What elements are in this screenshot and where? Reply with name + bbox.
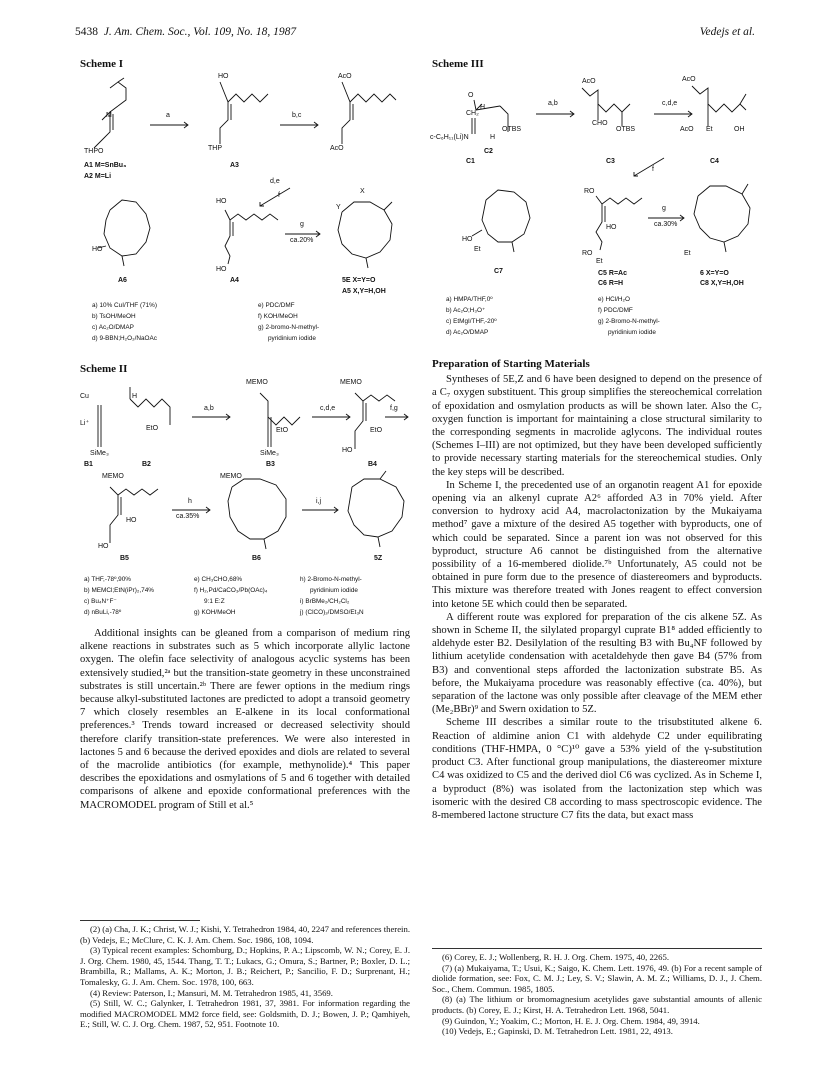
compound-b3-structure xyxy=(260,393,300,447)
scheme1-legend-right xyxy=(258,300,319,344)
legend-item: a) 10% CuI/THF (71%) xyxy=(92,302,157,309)
paragraph: A different route was explored for preparation of the cis alkene 5Z. As shown in Scheme II, the silylated propargyl cuprate B1⁸ added efficiently to aldehyde ester B2. Desilylation of the resulting B3 with Bu₄NF followed by lithium acetylide condensation with acetaldehyde then gave B4 (57% from B3) and conventional steps afforded the lactonization substrate B5. As before, the Mukaiyama procedure was reasonably effective (ca. 40%), but separation of the lactone was only possible after cleavage of the MEM ether (Me₂BBr)⁹ and Swern oxidation to 5Z. xyxy=(432,611,762,716)
arrow-ab-label-3: a,b xyxy=(548,100,558,107)
footnote: (2) (a) Cha, J. K.; Christ, W. J.; Kishi, Y. Tetrahedron 1984, 40, 2247 and references therein. (b) Vedejs, E.; McClure, C. K. J. Am. Chem. Soc. 1986, 108, 1094. xyxy=(80,924,410,945)
label-c8: C8 X,Y=H,OH xyxy=(700,280,744,287)
atom-aco-c3: AcO xyxy=(582,78,596,85)
compound-b5-structure xyxy=(110,487,158,543)
label-c4: C4 xyxy=(710,158,719,165)
legend-item: g) KOH/MeOH xyxy=(194,609,236,616)
atom-cu: Cu xyxy=(80,393,89,400)
atom-amine: c-C₆H₁₁(Li)N xyxy=(430,134,469,141)
atom-memo-b4: MEMO xyxy=(340,379,362,386)
atom-thp: THP xyxy=(208,145,222,152)
label-a2: A2 M=Li xyxy=(84,173,112,180)
legend-item: f) KOH/MeOH xyxy=(258,313,298,320)
compound-a6-structure xyxy=(98,200,150,266)
compound-a4-structure xyxy=(225,210,278,264)
journal-name: J. Am. Chem. Soc., Vol. 109, No. 18, 1987 xyxy=(103,26,297,38)
label-c2: C2 xyxy=(484,148,493,155)
atom-et-c7: Et xyxy=(474,246,481,253)
label-b5: B5 xyxy=(120,555,129,562)
footnote: (4) Review: Paterson, I.; Mansuri, M. M. Tetrahedron 1985, 41, 3569. xyxy=(90,987,333,998)
label-c3: C3 xyxy=(606,158,615,165)
footnote: (6) Corey, E. J.; Wollenberg, R. H. J. Org. Chem. 1975, 40, 2265. xyxy=(442,952,670,962)
label-a4: A4 xyxy=(230,277,239,284)
legend-item: f) H₂,Pd/CaCO₃/Pb(OAc)₄ xyxy=(194,587,268,594)
label-c6: C6 R=H xyxy=(598,280,624,287)
arrow-cde-label: c,d,e xyxy=(320,405,336,412)
arrow-ab-label: a,b xyxy=(204,405,214,412)
label-b6: B6 xyxy=(252,555,261,562)
legend-item: g) 2-bromo-N-methyl- xyxy=(258,324,320,331)
atom-thpo: THPO xyxy=(84,148,104,155)
label-a5: A5 X,Y=H,OH xyxy=(342,288,386,295)
footnote: (9) Guindon, Y.; Yoakim, C.; Morton, H. E. J. Org. Chem. 1984, 49, 3914. xyxy=(442,1015,700,1026)
arrow-a-label: a xyxy=(166,112,170,119)
legend-item: g) 2-Bromo-N-methyl- xyxy=(598,318,660,325)
footnote: (5) Still, W. C.; Galynker, I. Tetrahedron 1981, 37, 3981. For information regarding the modified MACROMODEL MM2 force field, see: Goldsmith, D. J.; Bowen, J. P.; Qamhiyeh, E.; Still, W. C. J. Org. Chem. 1987, 52, 951. Footnote 10. xyxy=(80,998,410,1030)
atom-aco-c4b: AcO xyxy=(680,126,694,133)
scheme2-legend-mid xyxy=(194,574,267,618)
section-title: Preparation of Starting Materials xyxy=(432,358,590,370)
legend-item: d) 9-BBN;H₂O₂/NaOAc xyxy=(92,335,157,342)
compound-a5-structure xyxy=(338,202,392,268)
atom-memo: MEMO xyxy=(246,379,268,386)
atom-ho-a4: HO xyxy=(216,198,227,205)
atom-ho-c5: HO xyxy=(606,224,617,231)
journal-citation xyxy=(75,26,296,38)
arrow-g-yield: ca.20% xyxy=(290,237,314,244)
scheme3-structures xyxy=(430,70,760,300)
arrow-g-label: g xyxy=(300,221,304,228)
scheme3-legend-right xyxy=(598,294,660,338)
scheme2-title: Scheme II xyxy=(80,363,128,375)
label-b3: B3 xyxy=(266,461,275,468)
paragraph: Syntheses of 5E,Z and 6 have been designed to depend on the presence of a C₇ oxygen substituent. This group simplifies the stereochemical correlation of epoxidation and osmylation products as will be shown later. Also the C₇ oxygen function is important for maintaining a close structural similarity to the corresponding segments in macrolide aglycons. The individual routes (Schemes I–III) are not optimized, but they have been developed sufficiently to provide necessary starting materials for the stereochemical studies. Only the key steps will be described. xyxy=(432,374,762,478)
legend-item: b) MEMCl;EtN(iPr)₂,74% xyxy=(84,587,154,594)
legend-item: d) Ac₂O/DMAP xyxy=(446,329,489,336)
atom-otbs-c3: OTBS xyxy=(616,126,636,133)
arrow-h-yield: ca.35% xyxy=(176,513,200,520)
label-5z: 5Z xyxy=(374,555,383,562)
footnote: (10) Vedejs, E.; Gapinski, D. M. Tetrahedron Lett. 1981, 22, 4913. xyxy=(442,1026,673,1037)
label-a3: A3 xyxy=(230,162,239,169)
atom-ch2: CH₂ xyxy=(466,110,479,117)
atom-oh-c4: OH xyxy=(734,126,745,133)
label-b2: B2 xyxy=(142,461,151,468)
atom-m: M xyxy=(106,112,112,119)
label-6: 6 X=Y=O xyxy=(700,270,729,277)
atom-h: H xyxy=(132,393,138,400)
paragraph: In Scheme I, the precedented use of an organotin reagent A1 for epoxide opening via an alkenyl cuprate A2⁶ afforded A3 in 70% yield. After conversion to hydroxy acid A4, macrolactonization by the Mukaiyama method⁷ gave a mixture of the desired A5 together with byproducts, one of which could be separated. Since a parent ion was not observed for this byproduct, structure A6 cannot be distinguished from the alternative possibility of a 16-membered diolide.⁷ᵇ Unfortunately, A5 could not be obtained in pure form due to the presence of diastereomers and byproducts. This mixture was therefore treated with Jones reagent to effect conversion into ketone 5E which could then be separated. xyxy=(432,479,762,610)
label-b4: B4 xyxy=(368,461,377,468)
footnote: (8) (a) The lithium or bromomagnesium acetylides gave substantial amounts of allenic products. (b) Corey, E. J.; Kirst, H. A. Tetrahedron Lett. 1968, 5041. xyxy=(432,994,762,1015)
atom-ro-c5: RO xyxy=(582,250,593,257)
legend-item: e) CH₃CHO,68% xyxy=(194,576,243,583)
atom-ro: RO xyxy=(584,188,595,195)
legend-item: i) BrBMe₂/CH₂Cl₂ xyxy=(300,598,350,605)
atom-aco-c4: AcO xyxy=(682,76,696,83)
compound-5z-structure xyxy=(348,471,404,547)
legend-item: h) 2-Bromo-N-methyl- xyxy=(300,576,362,583)
scheme2-structures xyxy=(80,375,410,565)
atom-et-c5: Et xyxy=(596,258,603,265)
arrow-f-label-3: f xyxy=(652,166,654,173)
atom-o: O xyxy=(468,92,474,99)
atom-otbs: OTBS xyxy=(502,126,522,133)
legend-item: d) nBuLi,-78º xyxy=(84,609,122,616)
paragraph: Scheme III describes a similar route to the trisubstituted alkene 6. Reaction of aldimine anion C1 with aldehyde C2 under equilibrating conditions (THF-HMPA, 0 °C)¹⁰ gave a 53% yield of the γ-substitution product C3. After functional group manipulations, the diastereomer mixture C4 was oxidized to C5 and the derived diol C6 was cyclized. As in Scheme I, a byproduct (8%) was isolated from the lactonization step which was isomeric with the desired C8 according to mass spectroscopic evidence. The 8-membered lactone structure C7 fits the data, but exact mass xyxy=(432,717,762,821)
footnote: (3) Typical recent examples: Schomburg, D.; Hopkins, P. A.; Lipscomb, W. N.; Corey, E. J. J. Org. Chem. 1980, 45, 1544. Thang, T. T.; Lukacs, G.; Omura, S.; Bartner, P.; Boxler, D. L.; Brambilla, R.; Mallams, A. K.; Morton, J. B.; Reichert, P.; Sancilio, F. D.; Surprenant, H.; Tomalesky, G. J. Am. Chem. Soc. 1978, 100, 663. xyxy=(80,945,410,987)
legend-item: c) Bu₄N⁺F⁻ xyxy=(84,598,117,605)
atom-ho-b5b: HO xyxy=(98,543,109,550)
atom-y: Y xyxy=(336,204,341,211)
legend-item: 9:1 E:Z xyxy=(204,598,225,605)
atom-ho-a4b: HO xyxy=(216,266,227,273)
arrow-bc-label: b,c xyxy=(292,112,302,119)
compound-b6-structure xyxy=(228,479,286,549)
arrow-g-yield-3: ca.30% xyxy=(654,221,678,228)
legend-item: b) TsOH/MeOH xyxy=(92,313,136,320)
atom-eto-b4: EtO xyxy=(370,427,383,434)
running-author: Vedejs et al. xyxy=(699,26,755,38)
paragraph: Additional insights can be gleaned from a comparison of medium ring alkene reactions in substrates such as 5 which incorporate allylic lactone oxygen. The olefin face selectivity of analogous acyclic systems has been extensively studied,²ᵃ but the transition-state geometry in these unconstrained substrates is still uncertain.²ᵇ There are fewer options in the medium rings because alkyl-substituted lactones are predicted to adopt a transoid geometry 7 which closely resembles an E-alkene in its local conformational preferences.³ Trends toward increased or decreased selectivity should therefore clarify transition-state preferences. We were also interested in lactones 5 and 6 because the derived epoxides and diols are related to several of the macrolide antibiotics (for example, methynolide).⁴ This paper describes the epoxidations and osmylations of 5 and 6 together with detailed comparisons of alkene and epoxide conformational preferences with the MACROMODEL program of Still et al.⁵ xyxy=(80,628,410,811)
scheme1-title: Scheme I xyxy=(80,58,124,70)
legend-item: pyridinium iodide xyxy=(608,329,656,336)
label-c7: C7 xyxy=(494,268,503,275)
footnote-rule-left xyxy=(80,920,200,921)
arrow-ij-label: i,j xyxy=(316,498,322,505)
scheme1-legend-left xyxy=(92,300,157,344)
atom-ho-b4: HO xyxy=(342,447,353,454)
scheme1-structures xyxy=(80,70,410,320)
atom-x: X xyxy=(360,188,365,195)
page-number: 5438 xyxy=(75,26,98,38)
atom-h: H xyxy=(480,104,486,111)
compound-c8-structure xyxy=(694,184,750,252)
label-c1: C1 xyxy=(466,158,475,165)
label-5e: 5E X=Y=O xyxy=(342,277,376,284)
atom-sime3-b3: SiMe₃ xyxy=(260,450,279,457)
atom-ho-a6: HO xyxy=(92,246,103,253)
right-column-text xyxy=(432,358,762,822)
compound-c5-structure xyxy=(596,196,642,250)
legend-item: c) EtMgI/THF,-20º xyxy=(446,318,497,325)
left-column-text xyxy=(80,627,410,812)
arrow-h-label: h xyxy=(188,498,192,505)
atom-li: Li⁺ xyxy=(80,420,90,427)
atom-memo-b5: MEMO xyxy=(102,473,124,480)
atom-aco-2: AcO xyxy=(330,145,344,152)
legend-item: b) Ac₂O;H₃O⁺ xyxy=(446,307,486,314)
compound-b4-structure xyxy=(355,393,395,449)
compound-c4-structure xyxy=(692,86,746,126)
scheme2-legend-left xyxy=(84,574,154,618)
legend-item: a) HMPA/THF,0º xyxy=(446,296,493,303)
atom-et-c4: Et xyxy=(706,126,713,133)
legend-item: a) THF,-78º,90% xyxy=(84,576,131,583)
atom-ho: HO xyxy=(218,73,229,80)
atom-aco: AcO xyxy=(338,73,352,80)
atom-ho-c7: HO xyxy=(462,236,473,243)
footnote: (7) (a) Mukaiyama, T.; Usui, K.; Saigo, K. Chem. Lett. 1976, 49. (b) For a recent sample of diolide formation, see: Fox, C. M. J.; Ley, S. V.; Slawin, A. M. Z.; Williams, D. J., J. Chem. Soc., Chem. Commun. 1985, 1805. xyxy=(432,962,762,994)
legend-item: pyridinium iodide xyxy=(310,587,358,594)
atom-memo-b6: MEMO xyxy=(220,473,242,480)
footnotes-right xyxy=(432,952,762,1037)
legend-item: f) PDC/DMF xyxy=(598,307,633,314)
legend-item: pyridinium iodide xyxy=(268,335,316,342)
atom-ho-b5: HO xyxy=(126,517,137,524)
arrow-g-label-3: g xyxy=(662,205,666,212)
legend-item: e) PDC/DMF xyxy=(258,302,295,309)
label-b1: B1 xyxy=(84,461,93,468)
arrow-fg-label: f,g xyxy=(390,405,398,412)
atom-h-2: H xyxy=(490,134,496,141)
compound-c7-structure xyxy=(472,190,530,252)
scheme3-legend-left xyxy=(446,294,497,338)
atom-cho: CHO xyxy=(592,120,608,127)
atom-eto-b3: EtO xyxy=(276,427,289,434)
label-a6: A6 xyxy=(118,277,127,284)
page-header xyxy=(75,26,755,44)
atom-et-c8: Et xyxy=(684,250,691,257)
atom-sime3: SiMe₃ xyxy=(90,450,109,457)
legend-item: e) HCl/H₂O xyxy=(598,296,630,303)
footnotes-left xyxy=(80,924,410,1030)
compound-a3-acetate-structure xyxy=(342,82,396,144)
label-c5: C5 R=Ac xyxy=(598,270,627,277)
arrow-de-label: d,e xyxy=(270,178,280,185)
legend-item: j) (ClCO)₂/DMSO/Et₃N xyxy=(300,609,364,616)
compound-a3-structure xyxy=(220,82,268,144)
atom-eto: EtO xyxy=(146,425,159,432)
label-a1: A1 M=SnBu₃ xyxy=(84,162,127,169)
arrow-f-label: f xyxy=(278,192,280,199)
scheme2-legend-right xyxy=(300,574,364,618)
compound-b1-structure xyxy=(98,405,101,447)
scheme3-title: Scheme III xyxy=(432,58,484,70)
legend-item: c) Ac₂O/DMAP xyxy=(92,324,134,331)
arrow-cde-label-3: c,d,e xyxy=(662,100,678,107)
footnote-rule-right xyxy=(432,948,762,949)
